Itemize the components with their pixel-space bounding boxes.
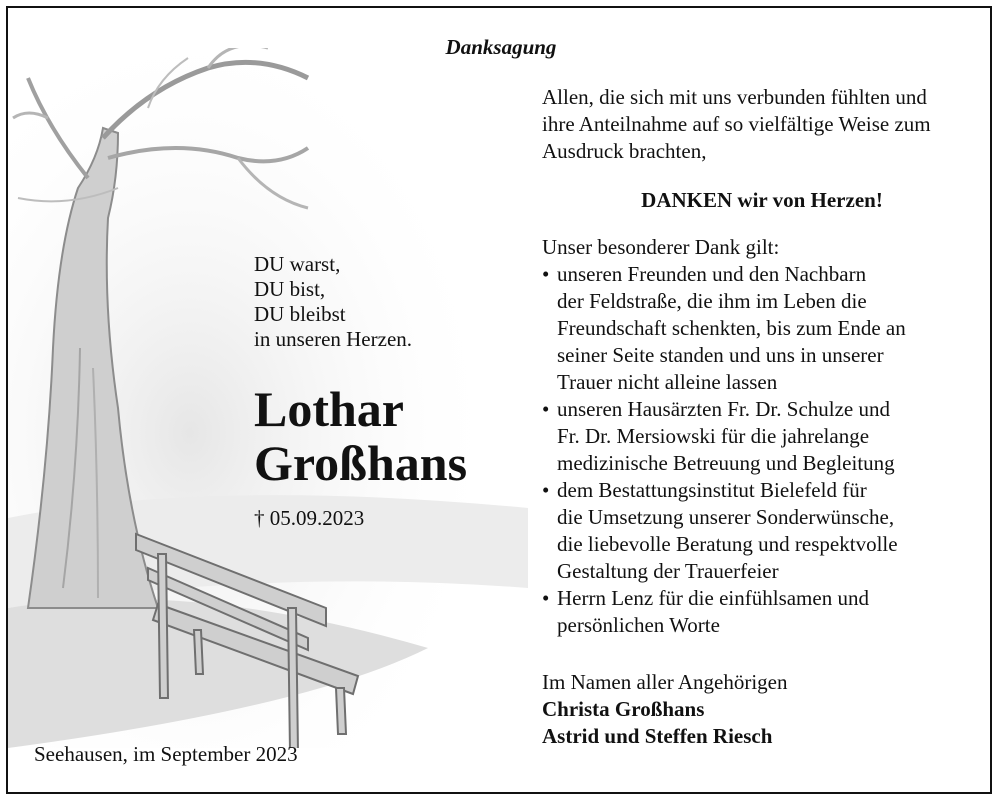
thanks-bullet [542, 396, 982, 477]
text-line: Allen, die sich mit uns verbunden fühlten und [542, 85, 927, 109]
bullet-mark: • [542, 478, 550, 502]
text-line: Freundschaft schenkten, bis zum Ende an [557, 316, 906, 340]
text-line: medizinische Betreuung und Begleitung [557, 451, 895, 475]
bullet-mark: • [542, 262, 550, 286]
text-line: persönlichen Worte [557, 613, 720, 637]
death-date: † 05.09.2023 [254, 506, 365, 530]
text-line: ihre Anteilnahme auf so vielfältige Weise zum [542, 112, 931, 136]
text-line: unseren Freunden und den Nachbarn [557, 262, 867, 286]
first-name: Lothar [254, 381, 404, 437]
poem-line: DU bleibst [254, 302, 346, 326]
obituary-card [6, 6, 992, 794]
text-line: seiner Seite standen und uns in unserer [557, 343, 884, 367]
thanks-intro [542, 84, 982, 165]
text-line: die liebevolle Beratung und respektvolle [557, 532, 898, 556]
text-line: Herrn Lenz für die einfühlsamen und [557, 586, 869, 610]
thanks-text [542, 84, 982, 750]
poem-line: DU bist, [254, 277, 326, 301]
thanks-bullet [542, 585, 982, 639]
poem-line: DU warst, [254, 252, 341, 276]
signers-intro: Im Namen aller Angehörigen [542, 670, 788, 694]
poem-line: in unseren Herzen. [254, 327, 413, 351]
text-line: Fr. Dr. Mersiowski für die jahrelange [557, 424, 870, 448]
special-thanks-label: Unser besonderer Dank gilt: [542, 235, 780, 259]
text-line: der Feldstraße, die ihm im Leben die [557, 289, 867, 313]
place-date: Seehausen, im September 2023 [34, 742, 298, 766]
signer-name: Astrid und Steffen Riesch [542, 724, 773, 748]
danken-line: DANKEN wir von Herzen! [641, 188, 883, 212]
text-line: dem Bestattungsinstitut Bielefeld für [557, 478, 867, 502]
text-line: Gestaltung der Trauerfeier [557, 559, 779, 583]
deceased-name [254, 382, 467, 490]
thanks-bullet [542, 261, 982, 396]
signer-name: Christa Großhans [542, 697, 705, 721]
text-line: Trauer nicht alleine lassen [557, 370, 778, 394]
last-name: Großhans [254, 435, 468, 491]
text-line: Ausdruck brachten, [542, 139, 707, 163]
poem [254, 252, 412, 352]
signers [542, 669, 982, 750]
text-line: unseren Hausärzten Fr. Dr. Schulze und [557, 397, 890, 421]
heading-danksagung: Danksagung [445, 35, 557, 59]
bullet-mark: • [542, 586, 550, 610]
text-line: die Umsetzung unserer Sonderwünsche, [557, 505, 895, 529]
bullet-mark: • [542, 397, 550, 421]
thanks-bullet [542, 477, 982, 585]
